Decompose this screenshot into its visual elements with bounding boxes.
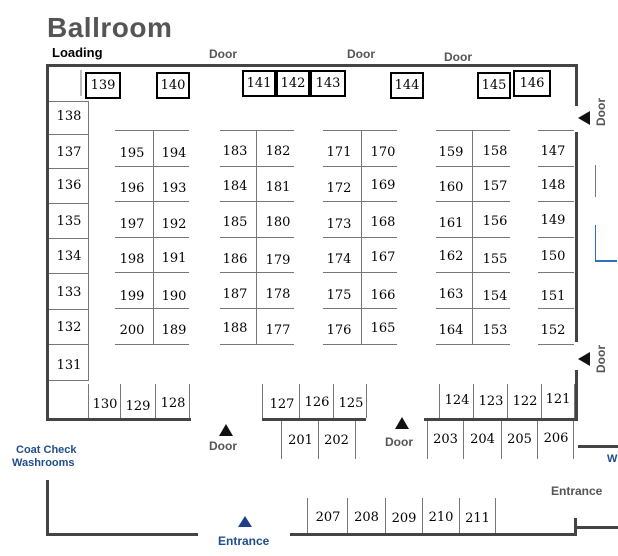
booth-207[interactable]: 207 [315, 509, 341, 525]
door-arrow-right-1-icon [578, 111, 590, 125]
booth-195[interactable]: 195 [119, 145, 145, 161]
island2-rule-0 [220, 130, 294, 131]
booth-148[interactable]: 148 [540, 177, 566, 193]
booth-202[interactable]: 202 [324, 432, 349, 448]
booth-206[interactable]: 206 [543, 430, 569, 446]
right-edge-mark-1 [595, 165, 596, 197]
booth-149[interactable]: 149 [540, 212, 566, 228]
island2-rule-1 [220, 166, 294, 167]
w-label: W [607, 453, 618, 465]
right-edge-mark-2 [595, 225, 596, 261]
booth-123[interactable]: 123 [478, 393, 504, 409]
island4-rule-3 [436, 237, 510, 238]
door-label-bottom-2: Door [385, 435, 413, 449]
booth-129[interactable]: 129 [125, 398, 151, 414]
booth-155[interactable]: 155 [482, 251, 508, 267]
booth-130[interactable]: 130 [92, 396, 118, 412]
booth-185[interactable]: 185 [222, 214, 248, 230]
booth-164[interactable]: 164 [438, 322, 464, 338]
island1-rule-0 [115, 130, 189, 131]
lobby-right-wall [574, 526, 618, 529]
island1-rule-6 [115, 344, 189, 345]
island4-rule-2 [436, 201, 510, 202]
booth-172[interactable]: 172 [326, 180, 352, 196]
booth-187[interactable]: 187 [222, 286, 248, 302]
booth-192[interactable]: 192 [161, 216, 187, 232]
island4-rule-0 [436, 130, 510, 131]
bottom-wall-left [46, 418, 191, 421]
booth-135[interactable]: 135 [56, 213, 82, 229]
left-col-rule-5 [49, 273, 89, 274]
booth-139[interactable]: 139 [85, 72, 121, 99]
booth-170[interactable]: 170 [370, 144, 396, 160]
booth-186[interactable]: 186 [222, 251, 248, 267]
booth-151[interactable]: 151 [540, 288, 566, 304]
booth-132[interactable]: 132 [56, 319, 82, 335]
door-arrow-bottom-1-icon [219, 424, 233, 436]
booth-167[interactable]: 167 [370, 249, 396, 265]
booth-147[interactable]: 147 [540, 143, 566, 159]
booth-141[interactable]: 141 [242, 70, 276, 97]
left-col-rule-6 [49, 309, 89, 310]
booth-133[interactable]: 133 [56, 284, 82, 300]
booth-159[interactable]: 159 [438, 144, 464, 160]
booth-124[interactable]: 124 [444, 392, 470, 408]
door-arrow-bottom-2-icon [395, 417, 409, 429]
bottom-wall-mid [262, 418, 366, 421]
booth-162[interactable]: 162 [438, 248, 464, 264]
door-label-top-2: Door [347, 47, 375, 61]
booth-137[interactable]: 137 [56, 144, 82, 160]
left-col-rule-3 [49, 203, 89, 204]
booth-154[interactable]: 154 [482, 288, 508, 304]
booth-211[interactable]: 211 [465, 510, 490, 526]
booth-183[interactable]: 183 [222, 143, 248, 159]
entrance-arrow-icon [238, 516, 252, 527]
door-label-right-1: Door [594, 98, 608, 126]
booth-178[interactable]: 178 [265, 286, 291, 302]
booth-171[interactable]: 171 [326, 144, 352, 160]
right-col-rule-4 [538, 272, 574, 273]
booth-191[interactable]: 191 [161, 250, 187, 266]
booth-128[interactable]: 128 [160, 395, 186, 411]
booth-190[interactable]: 190 [161, 288, 187, 304]
booth-161[interactable]: 161 [438, 215, 464, 231]
lobby-left-wall [46, 480, 49, 536]
right-wall-mid [575, 132, 578, 342]
booth-166[interactable]: 166 [370, 287, 396, 303]
booth-127[interactable]: 127 [269, 396, 295, 412]
booth-205[interactable]: 205 [507, 431, 532, 447]
lobby-rule-a [307, 498, 308, 533]
corr-rule-a [281, 421, 282, 459]
booth-181[interactable]: 181 [265, 179, 291, 195]
booth-157[interactable]: 157 [482, 178, 508, 194]
booth-138[interactable]: 138 [56, 108, 82, 124]
island4-rule-1 [436, 166, 510, 167]
door-arrow-right-2-icon [578, 352, 590, 366]
booth-165[interactable]: 165 [370, 320, 396, 336]
booth-184[interactable]: 184 [222, 178, 248, 194]
lobby-bottom-wall-right [290, 533, 574, 536]
right-wall-upper [575, 64, 578, 106]
booth-180[interactable]: 180 [265, 214, 291, 230]
booth-203[interactable]: 203 [433, 431, 458, 447]
booth-126[interactable]: 126 [304, 394, 330, 410]
booth-198[interactable]: 198 [119, 251, 145, 267]
booth-204[interactable]: 204 [470, 431, 495, 447]
booth-152[interactable]: 152 [540, 322, 566, 338]
booth-199[interactable]: 199 [119, 288, 145, 304]
booth-145[interactable]: 145 [477, 72, 511, 99]
island4-rule-6 [436, 344, 510, 345]
right-col-rule-0 [538, 130, 574, 131]
loading-label: Loading [52, 45, 103, 60]
bottom-mid-rule-a [262, 384, 263, 418]
booth-122[interactable]: 122 [512, 393, 538, 409]
booth-196[interactable]: 196 [119, 180, 145, 196]
booth-168[interactable]: 168 [370, 214, 396, 230]
booth-193[interactable]: 193 [161, 180, 187, 196]
entrance-label-bottom: Entrance [218, 534, 270, 548]
ballroom-title: Ballroom [47, 12, 173, 43]
right-col-rule-1 [538, 166, 574, 167]
washrooms-label: Washrooms [12, 457, 75, 469]
island3-rule-0 [323, 130, 397, 131]
booth-209[interactable]: 209 [391, 510, 417, 526]
booth-173[interactable]: 173 [326, 216, 352, 232]
right-col-rule-3 [538, 237, 574, 238]
booth-210[interactable]: 210 [428, 509, 454, 525]
island2-rule-3 [220, 237, 294, 238]
right-edge-mark-3 [595, 260, 617, 262]
booth-182[interactable]: 182 [265, 143, 291, 159]
booth-146[interactable]: 146 [513, 70, 551, 97]
east-corridor-wall [578, 445, 618, 448]
booth-179[interactable]: 179 [265, 252, 291, 268]
top-wall [46, 64, 578, 67]
booth-142[interactable]: 142 [276, 70, 310, 97]
lobby-bottom-wall-left [46, 533, 198, 536]
right-col-rule-6 [538, 344, 574, 345]
booth-156[interactable]: 156 [482, 213, 508, 229]
coat-check-label: Coat Check [16, 444, 77, 456]
booth-163[interactable]: 163 [438, 286, 464, 302]
booth-150[interactable]: 150 [540, 248, 566, 264]
booth-201[interactable]: 201 [288, 432, 313, 448]
booth-197[interactable]: 197 [119, 216, 145, 232]
booth-134[interactable]: 134 [56, 248, 82, 264]
left-col-rule-4 [49, 238, 89, 239]
booth-194[interactable]: 194 [161, 145, 187, 161]
left-col-edge [88, 101, 89, 381]
booth-143[interactable]: 143 [310, 70, 346, 97]
left-col-rule-2 [49, 168, 89, 169]
entrance-label-right: Entrance [551, 484, 603, 498]
booth-200[interactable]: 200 [119, 322, 145, 338]
island2-rule-6 [220, 344, 294, 345]
booth-153[interactable]: 153 [482, 322, 508, 338]
booth-188[interactable]: 188 [222, 320, 248, 336]
island3-rule-1 [323, 166, 397, 167]
booth-176[interactable]: 176 [326, 322, 352, 338]
booth-125[interactable]: 125 [338, 395, 364, 411]
loading-gate [80, 70, 82, 96]
corr-rule-c [355, 421, 356, 459]
lobby-rule-f [495, 498, 496, 533]
island2-rule-5 [220, 308, 294, 309]
door-label-top-3: Door [444, 50, 472, 64]
island2-rule-2 [220, 201, 294, 202]
booth-177[interactable]: 177 [265, 322, 291, 338]
booth-158[interactable]: 158 [482, 143, 508, 159]
door-label-top-1: Door [209, 47, 237, 61]
booth-136[interactable]: 136 [56, 177, 82, 193]
left-col-rule-7 [49, 344, 89, 345]
booth-121[interactable]: 121 [545, 391, 571, 407]
booth-144[interactable]: 144 [390, 72, 424, 99]
booth-208[interactable]: 208 [354, 509, 379, 525]
left-wall [46, 64, 49, 420]
left-col-rule-0 [49, 101, 89, 102]
booth-131[interactable]: 131 [56, 357, 82, 373]
island3-rule-6 [323, 344, 397, 345]
booth-169[interactable]: 169 [370, 177, 396, 193]
door-label-right-2: Door [594, 345, 608, 373]
left-col-rule-1 [49, 134, 89, 135]
booth-160[interactable]: 160 [438, 179, 464, 195]
booth-175[interactable]: 175 [326, 287, 352, 303]
door-label-bottom-1: Door [209, 439, 237, 453]
bottom-right-rule-e [574, 384, 575, 418]
booth-140[interactable]: 140 [156, 72, 190, 99]
left-col-rule-8 [49, 380, 89, 381]
booth-174[interactable]: 174 [326, 251, 352, 267]
right-col-rule-2 [538, 201, 574, 202]
right-wall-lower [575, 370, 578, 420]
booth-189[interactable]: 189 [161, 322, 187, 338]
